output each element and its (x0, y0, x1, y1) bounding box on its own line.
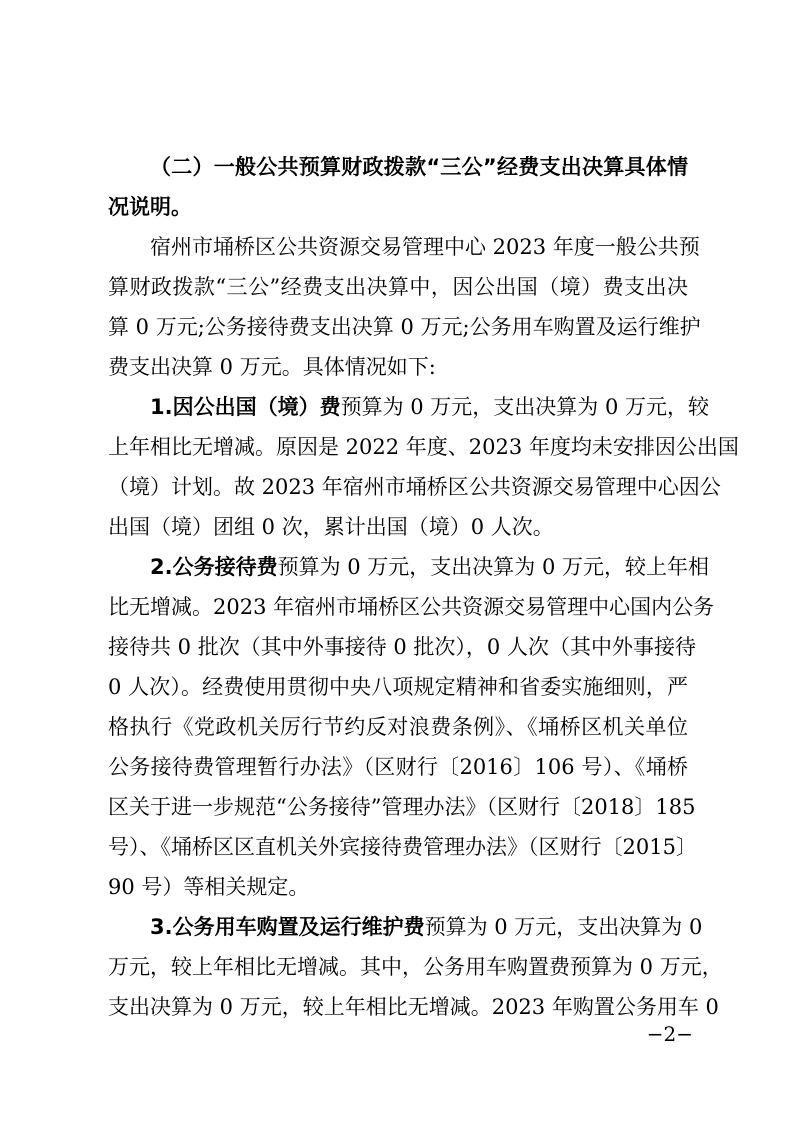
item1-line-2: 上年相比无增减。原因是 2022 年度、2023 年度均未安排因公出国 (108, 435, 739, 459)
item3-line-3: 支出决算为 0 万元，较上年相比无增减。2023 年购置公务用车 0 (108, 995, 719, 1019)
item2-lead: 2.公务接待费 (150, 555, 278, 579)
item1-line-3: （境）计划。故 2023 年宿州市埇桥区公共资源交易管理中心因公 (108, 475, 721, 499)
item2-line-7: 区关于进一步规范“公务接待”管理办法》（区财行〔2018〕185 (108, 795, 696, 819)
item2-line-9: 90 号）等相关规定。 (108, 875, 310, 899)
item2-first-rest: 预算为 0 万元，支出决算为 0 万元，较上年相 (277, 555, 710, 579)
intro-line-3: 算 0 万元;公务接待费支出决算 0 万元;公务用车购置及运行维护 (108, 315, 701, 339)
item2-line-4: 0 人次）。经费使用贯彻中央八项规定精神和省委实施细则，严 (108, 675, 688, 699)
item1-first-line (150, 388, 710, 426)
item1-lead: 1.因公出国（境）费 (150, 395, 341, 419)
item3-line-2: 万元，较上年相比无增减。其中，公务用车购置费预算为 0 万元， (108, 955, 723, 979)
item3-first-line (150, 908, 703, 946)
item2-line-2: 比无增减。2023 年宿州市埇桥区公共资源交易管理中心国内公务 (108, 595, 715, 619)
section-heading-line-2: 况说明。 (108, 195, 192, 219)
page-number: −2− (646, 1022, 693, 1046)
item2-line-5: 格执行《党政机关厉行节约反对浪费条例》、《埇桥区机关单位 (108, 715, 688, 739)
intro-line-1: 宿州市埇桥区公共资源交易管理中心 2023 年度一般公共预 (150, 235, 700, 259)
item3-first-rest: 预算为 0 万元，支出决算为 0 (424, 915, 703, 939)
intro-line-4: 费支出决算 0 万元。具体情况如下: (108, 355, 436, 379)
item1-line-4: 出国（境）团组 0 次，累计出国（境）0 人次。 (108, 515, 554, 539)
item2-first-line (150, 548, 710, 586)
item2-line-3: 接待共 0 批次（其中外事接待 0 批次），0 人次（其中外事接待 (108, 635, 696, 659)
item3-lead: 3.公务用车购置及运行维护费 (150, 915, 425, 939)
section-heading-line-1: （二）一般公共预算财政拨款“三公”经费支出决算具体情 (150, 155, 688, 179)
item2-line-8: 号）、《埇桥区区直机关外宾接待费管理办法》（区财行〔2015〕 (108, 835, 697, 859)
intro-line-2: 算财政拨款“三公”经费支出决算中，因公出国（境）费支出决 (108, 275, 688, 299)
item1-first-rest: 预算为 0 万元，支出决算为 0 万元，较 (340, 395, 710, 419)
item2-line-6: 公务接待费管理暂行办法》（区财行〔2016〕106 号）、《埇桥 (108, 755, 688, 779)
